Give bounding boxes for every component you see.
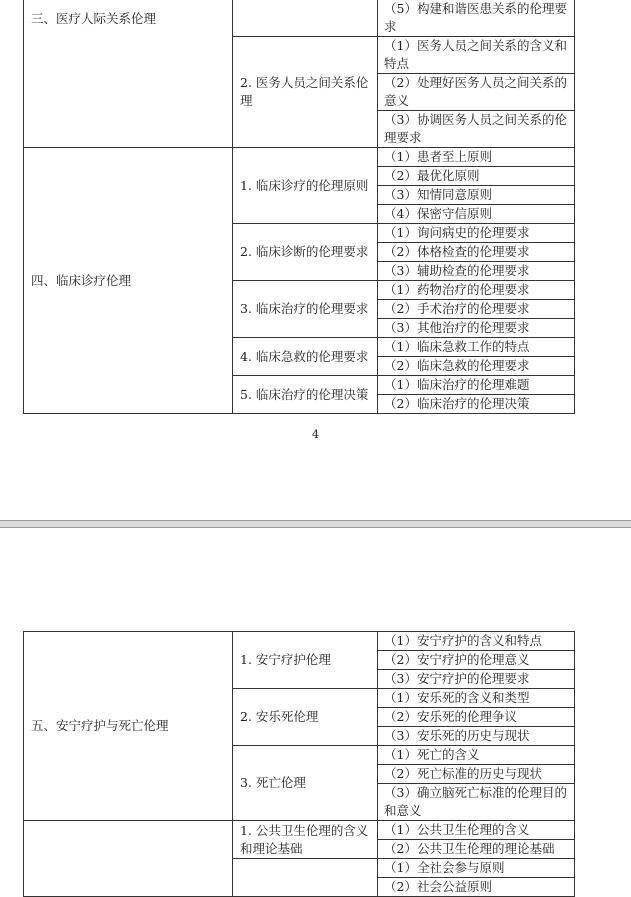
item-cell: （2）安宁疗护的伦理意义 (378, 651, 575, 670)
topic-cell: 5. 临床治疗的伦理决策 (233, 376, 378, 414)
topic-cell: 1. 临床诊疗的伦理原则 (233, 148, 378, 224)
topic-cell: 1. 公共卫生伦理的含义和理论基础 (233, 821, 378, 859)
topic-cell: 1. 安宁疗护伦理 (233, 632, 378, 689)
section-cell (24, 821, 233, 897)
item-cell: （3）其他治疗的伦理要求 (378, 319, 575, 338)
item-cell: （2）手术治疗的伦理要求 (378, 300, 575, 319)
section-cell: 三、医疗人际关系伦理 (24, 0, 233, 148)
item-cell: （2）公共卫生伦理的理论基础 (378, 840, 575, 859)
item-cell: （2）处理好医务人员之间关系的意义 (378, 74, 575, 111)
topic-cell: 2. 医务人员之间关系伦理 (233, 37, 378, 148)
item-cell: （1）医务人员之间关系的含义和特点 (378, 37, 575, 74)
page-divider (0, 520, 631, 528)
item-cell: （2）社会公益原则 (378, 878, 575, 897)
item-cell: （1）全社会参与原则 (378, 859, 575, 878)
topic-cell (233, 859, 378, 897)
item-cell: （1）安宁疗护的含义和特点 (378, 632, 575, 651)
topic-cell: 3. 临床治疗的伦理要求 (233, 281, 378, 338)
table-row (24, 632, 575, 651)
topic-cell: 2. 临床诊断的伦理要求 (233, 224, 378, 281)
item-cell: （2）临床治疗的伦理决策 (378, 395, 575, 414)
item-cell: （1）安乐死的含义和类型 (378, 689, 575, 708)
item-cell: （1）临床治疗的伦理难题 (378, 376, 575, 395)
item-cell: （1）公共卫生伦理的含义 (378, 821, 575, 840)
item-cell: （2）最优化原则 (378, 167, 575, 186)
item-cell: （3）知情同意原则 (378, 186, 575, 205)
table-row (24, 821, 575, 840)
item-cell: （2）死亡标准的历史与现状 (378, 765, 575, 784)
item-cell: （1）询问病史的伦理要求 (378, 224, 575, 243)
item-cell: （2）安乐死的伦理争议 (378, 708, 575, 727)
topic-cell: 2. 安乐死伦理 (233, 689, 378, 746)
item-cell: （3）辅助检查的伦理要求 (378, 262, 575, 281)
item-cell: （4）保密守信原则 (378, 205, 575, 224)
item-cell: （3）安宁疗护的伦理要求 (378, 670, 575, 689)
item-cell: （5）构建和谐医患关系的伦理要求 (378, 0, 575, 37)
syllabus-table-top (23, 0, 575, 414)
table-row (24, 148, 575, 167)
page-number: 4 (312, 428, 319, 441)
section-cell: 五、安宁疗护与死亡伦理 (24, 632, 233, 821)
topic-cell (233, 0, 378, 37)
item-cell: （2）临床急救的伦理要求 (378, 357, 575, 376)
topic-cell: 4. 临床急救的伦理要求 (233, 338, 378, 376)
item-cell: （1）临床急救工作的特点 (378, 338, 575, 357)
topic-cell: 3. 死亡伦理 (233, 746, 378, 821)
item-cell: （3）确立脑死亡标准的伦理目的和意义 (378, 784, 575, 821)
item-cell: （3）协调医务人员之间关系的伦理要求 (378, 111, 575, 148)
document-page-bottom (0, 528, 631, 894)
syllabus-table-bottom (23, 631, 575, 897)
item-cell: （2）体格检查的伦理要求 (378, 243, 575, 262)
table-row (24, 0, 575, 37)
section-cell: 四、临床诊疗伦理 (24, 148, 233, 414)
item-cell: （1）药物治疗的伦理要求 (378, 281, 575, 300)
item-cell: （3）安乐死的历史与现状 (378, 727, 575, 746)
item-cell: （1）死亡的含义 (378, 746, 575, 765)
item-cell: （1）患者至上原则 (378, 148, 575, 167)
